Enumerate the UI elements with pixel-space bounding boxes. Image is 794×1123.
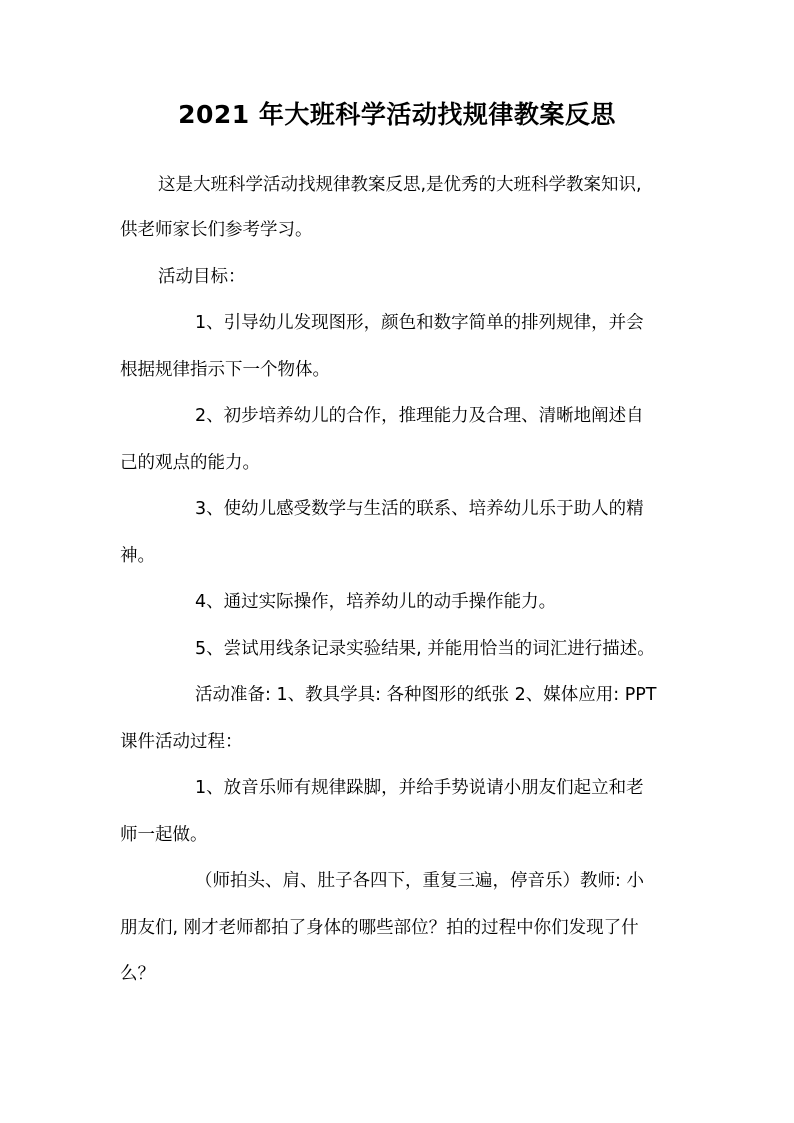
body-line: 供老师家长们参考学习。 (120, 220, 313, 240)
process-step-1-cont: 师一起做。 (120, 825, 208, 845)
preparation-line: 活动准备: 1、教具学具: 各种图形的纸张 2、媒体应用: PPT (195, 685, 657, 705)
goal-item-4: 4、通过实际操作，培养幼儿的动手操作能力。 (195, 592, 557, 612)
process-heading: 课件活动过程： (120, 732, 243, 752)
document-title: 2021 年大班科学活动找规律教案反思 (178, 100, 616, 129)
process-step-1: 1、放音乐师有规律跺脚，并给手势说请小朋友们起立和老 (195, 778, 644, 798)
goal-item-1: 1、引导幼儿发现图形，颜色和数字简单的排列规律，并会 (195, 313, 644, 333)
goal-item-5: 5、尝试用线条记录实验结果, 并能用恰当的词汇进行描述。 (195, 639, 655, 659)
goal-item-1-cont: 根据规律指示下一个物体。 (120, 360, 330, 380)
body-line: 这是大班科学活动找规律教案反思,是优秀的大班科学教案知识, (158, 175, 642, 195)
goal-item-2: 2、初步培养幼儿的合作，推理能力及合理、清晰地阐述自 (195, 406, 644, 426)
process-paragraph-end: 么？ (120, 964, 155, 984)
section-heading-goals: 活动目标： (158, 267, 246, 287)
goal-item-2-cont: 己的观点的能力。 (120, 453, 260, 473)
goal-item-3-cont: 神。 (120, 546, 155, 566)
goal-item-3: 3、使幼儿感受数学与生活的联系、培养幼儿乐于助人的精 (195, 499, 644, 519)
process-paragraph: （师拍头、肩、肚子各四下，重复三遍，停音乐）教师: 小 (195, 871, 644, 891)
process-paragraph-cont: 朋友们, 刚才老师都拍了身体的哪些部位？拍的过程中你们发现了什 (120, 918, 639, 938)
